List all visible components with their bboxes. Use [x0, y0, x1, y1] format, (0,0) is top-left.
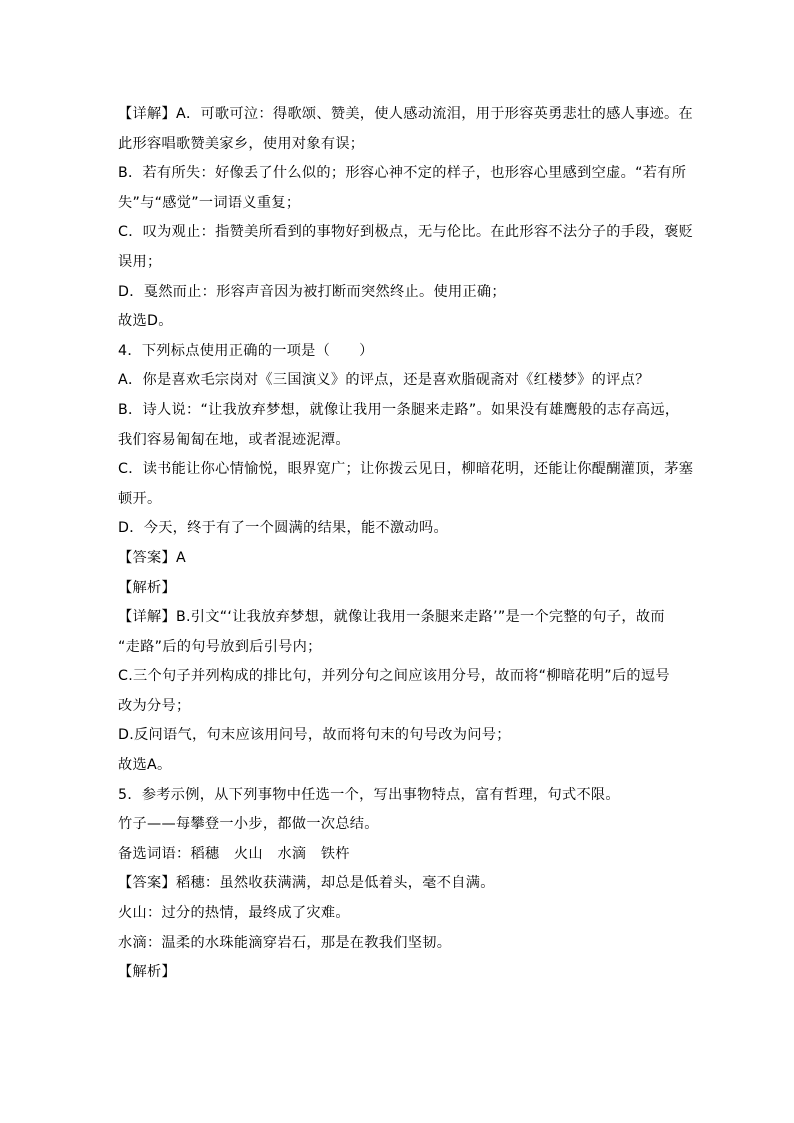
question-4-option-b: B．诗人说：“让我放弃梦想，就像让我用一条腿来走路”。如果没有雄鹰般的志存高远， [118, 401, 680, 418]
text-line: 火山：过分的热情，最终成了灾难。 [118, 905, 350, 922]
question-4-option-c: C．读书能让你心情愉悦，眼界宽广；让你拨云见日，柳暗花明，还能让你醍醐灌顶，茅塞 [118, 461, 694, 478]
text-line: D．戛然而止：形容声音因为被打断而突然终止。使用正确； [118, 283, 506, 300]
text-line: 此形容唱歌赞美家乡，使用对象有误； [118, 135, 365, 152]
question-5-example: 竹子——每攀登一小步，都做一次总结。 [118, 816, 379, 833]
text-line: B．若有所失：好像丢了什么似的；形容心神不定的样子，也形容心里感到空虚。“若有所 [118, 165, 687, 182]
text-line: 故选D。 [118, 313, 173, 330]
text-line: 误用； [118, 253, 162, 270]
text-line: “走路”后的句号放到后引号内； [118, 638, 322, 655]
analysis-heading: 【解析】 [118, 579, 176, 596]
answer-heading: 【答案】A [118, 549, 186, 566]
text-line: 水滴：温柔的水珠能滴穿岩石，那是在教我们坚韧。 [118, 934, 452, 951]
question-4-option-d: D．今天，终于有了一个圆满的结果，能不激动吗。 [118, 520, 448, 537]
text-line: 改为分号； [118, 697, 191, 714]
question-5-stem: 5．参考示例，从下列事物中任选一个，写出事物特点，富有哲理，句式不限。 [118, 786, 620, 803]
text-line: 顿开。 [118, 490, 162, 507]
text-line: 失”与“感觉”一词语义重复； [118, 194, 301, 211]
question-5-options: 备选词语：稻穗 火山 水滴 铁杵 [118, 845, 350, 862]
text-line: 故选A。 [118, 757, 172, 774]
text-line: 【详解】B.引文“‘让我放弃梦想，就像让我用一条腿来走路’”是一个完整的句子，故而 [118, 609, 665, 626]
text-line: 【详解】A．可歌可泣：得歌颂、赞美，使人感动流泪，用于形容英勇悲壮的感人事迹。在 [118, 106, 694, 122]
text-line: 我们容易匍匐在地，或者混迹泥潭。 [118, 431, 350, 448]
text-line: C．叹为观止：指赞美所看到的事物好到极点，无与伦比。在此形容不法分子的手段，褒贬 [118, 224, 694, 241]
answer-heading: 【答案】稻穗：虽然收获满满，却总是低着头，毫不自满。 [118, 875, 495, 892]
text-line: C.三个句子并列构成的排比句，并列分句之间应该用分号，故而将“柳暗花明”后的逗号 [118, 668, 670, 685]
text-line: D.反问语气，句末应该用问号，故而将句末的句号改为问号； [118, 727, 511, 744]
analysis-heading: 【解析】 [118, 964, 176, 981]
document-page [118, 100, 694, 988]
question-4-option-a: A．你是喜欢毛宗岗对《三国演义》的评点，还是喜欢脂砚斋对《红楼梦》的评点？ [118, 372, 650, 389]
question-4-stem: 4．下列标点使用正确的一项是（ ） [118, 342, 374, 359]
